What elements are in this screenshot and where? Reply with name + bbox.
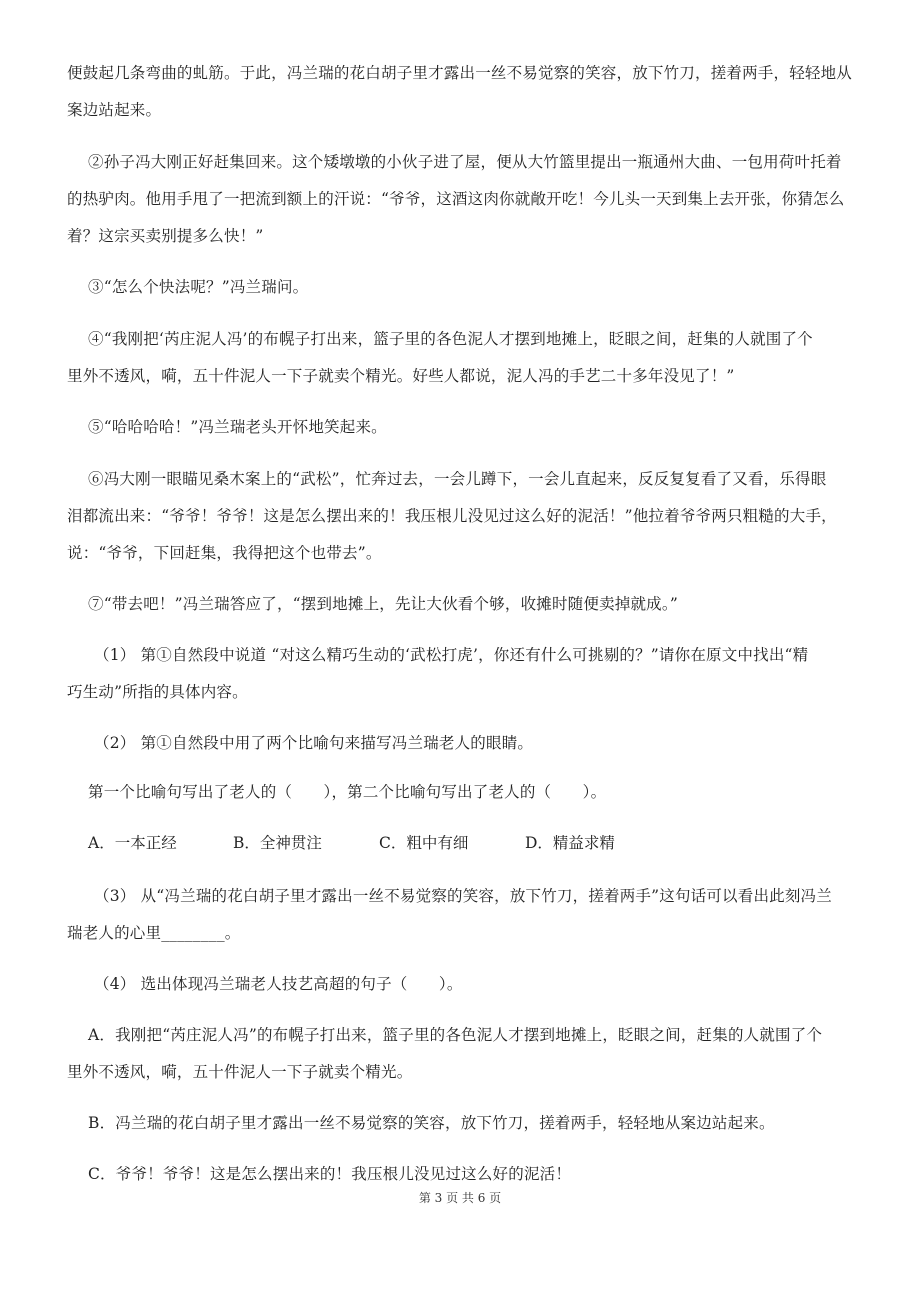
- question-4-stem: （4） 选出体现冯兰瑞老人技艺高超的句子（ ）。: [94, 975, 463, 993]
- passage-line: ③“怎么个快法呢？”冯兰瑞问。: [88, 278, 309, 296]
- passage-line: 泪都流出来：“爷爷！爷爷！这是怎么摆出来的！我压根儿没见过这么好的泥活！”他拉着爷爷两只粗糙的大手，: [67, 507, 837, 525]
- question-1-line: 巧生动”所指的具体内容。: [67, 683, 248, 701]
- passage-line: ⑦“带去吧！”冯兰瑞答应了，“摆到地摊上，先让大伙看个够，收摊时随便卖掉就成。”: [88, 595, 678, 613]
- question-4-option-b: B．冯兰瑞的花白胡子里才露出一丝不易觉察的笑容，放下竹刀，搓着两手，轻轻地从案边站起来。: [88, 1114, 775, 1132]
- passage-line: ④“我刚把‘芮庄泥人冯’的布幌子打出来，篮子里的各色泥人才摆到地摊上，眨眼之间，赶集的人就围了个: [88, 330, 813, 348]
- passage-line: 说：“爷爷，下回赶集，我得把这个也带去”。: [67, 544, 382, 562]
- question-4-option-a: 里外不透风，嗬，五十件泥人一下子就卖个精光。: [67, 1063, 413, 1081]
- option-d: D．精益求精: [525, 834, 615, 852]
- option-b: B．全神贯注: [233, 834, 322, 852]
- question-4-option-c: C．爷爷！爷爷！这是怎么摆出来的！我压根儿没见过这么好的泥活！: [88, 1165, 572, 1183]
- passage-line: ⑤“哈哈哈哈！”冯兰瑞老头开怀地笑起来。: [88, 418, 387, 436]
- question-4-option-a: A．我刚把“芮庄泥人冯”的布幌子打出来，篮子里的各色泥人才摆到地摊上，眨眼之间，赶集的人就围了个: [88, 1026, 823, 1044]
- question-2-fill: 第一个比喻句写出了老人的（ ），第二个比喻句写出了老人的（ ）。: [88, 783, 607, 801]
- passage-line: 的热驴肉。他用手甩了一把流到额上的汗说：“爷爷，这酒这肉你就敞开吃！今儿头一天到集上去开张，你猜怎么: [67, 190, 845, 208]
- page-number: 第 3 页 共 6 页: [418, 1191, 502, 1205]
- option-c: C．粗中有细: [379, 834, 469, 852]
- passage-line: 里外不透风，嗬，五十件泥人一下子就卖个精光。好些人都说，泥人冯的手艺二十多年没见了！”: [67, 367, 735, 385]
- passage-line: 便鼓起几条弯曲的虬筋。于此，冯兰瑞的花白胡子里才露出一丝不易觉察的笑容，放下竹刀，搓着两手，轻轻地从: [67, 64, 853, 82]
- passage-line: 案边站起来。: [67, 101, 162, 119]
- question-1-line: （1） 第①自然段中说道 “对这么精巧生动的‘武松打虎’，你还有什么可挑剔的？”请你在原文中找出“精: [94, 646, 809, 664]
- question-3-line: （3） 从“冯兰瑞的花白胡子里才露出一丝不易觉察的笑容，放下竹刀，搓着两手”这句话可以看出此刻冯兰: [94, 887, 832, 905]
- passage-line: ②孙子冯大刚正好赶集回来。这个矮墩墩的小伙子进了屋，便从大竹篮里提出一瓶通州大曲、一包用荷叶托着: [88, 153, 842, 171]
- passage-line: ⑥冯大刚一眼瞄见桑木案上的“武松”，忙奔过去，一会儿蹲下，一会儿直起来，反反复复看了又看，乐得眼: [88, 470, 827, 488]
- passage-line: 着？这宗买卖别提多么快！”: [67, 227, 264, 245]
- option-a: A．一本正经: [88, 834, 177, 852]
- question-3-line: 瑞老人的心里________。: [67, 924, 241, 942]
- question-2-stem: （2） 第①自然段中用了两个比喻句来描写冯兰瑞老人的眼睛。: [94, 734, 534, 752]
